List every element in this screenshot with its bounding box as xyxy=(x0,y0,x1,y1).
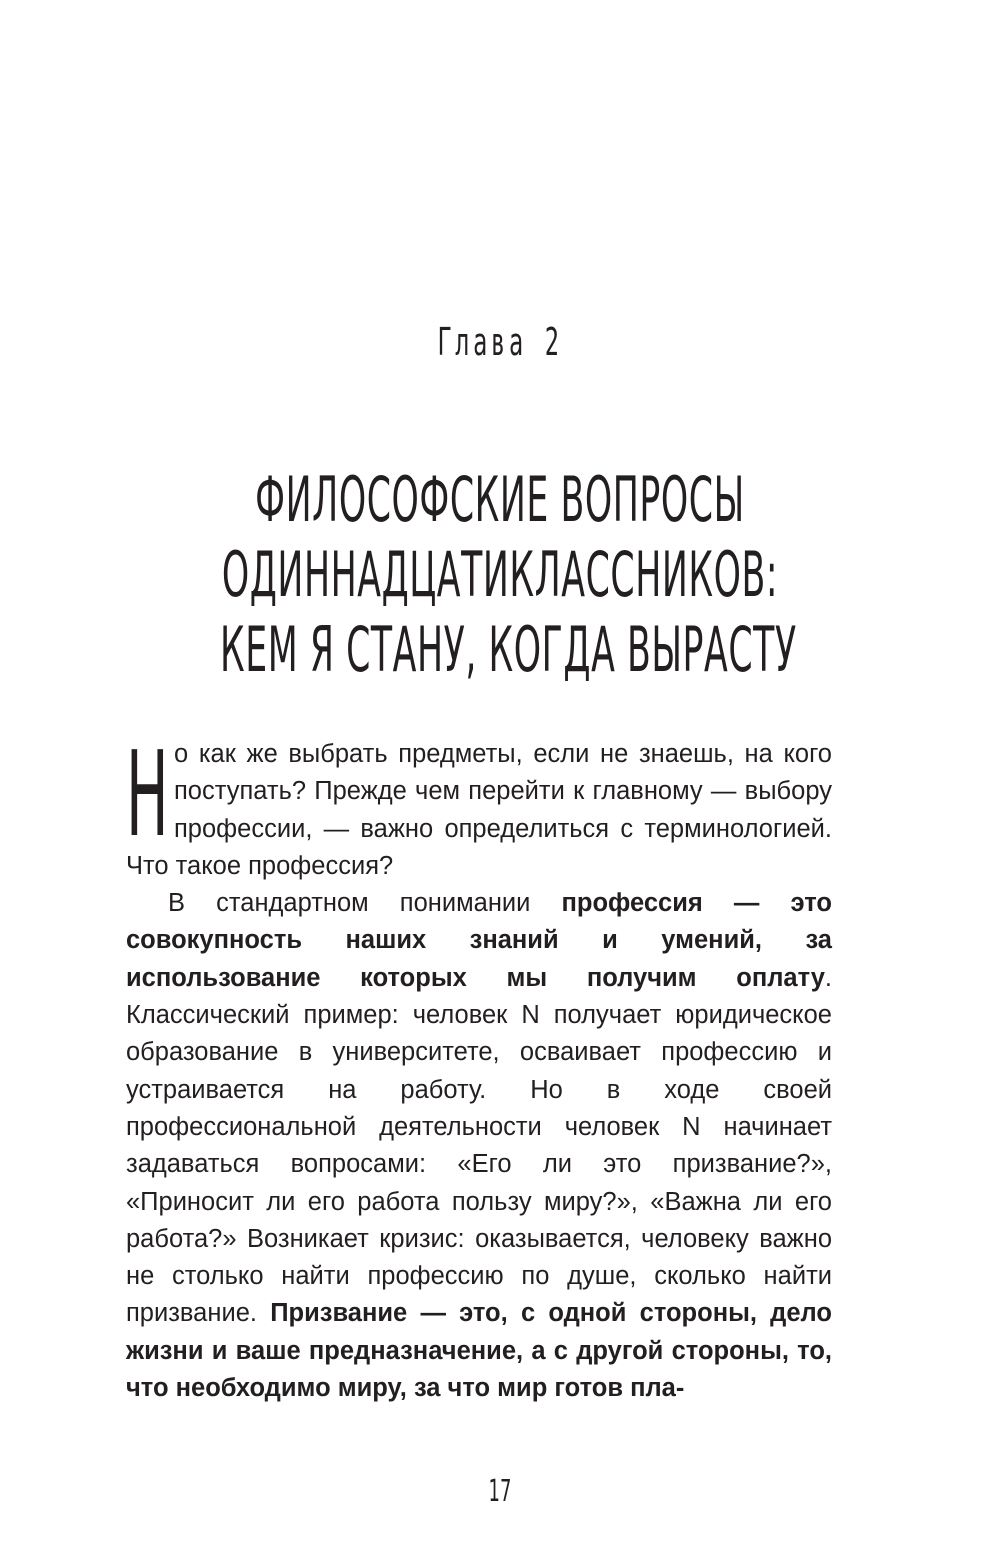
chapter-title xyxy=(220,462,797,687)
drop-cap: Н xyxy=(126,725,169,863)
chapter-title-line-2: ОДИННАДЦАТИКЛАССНИКОВ: xyxy=(221,537,779,611)
calling-definition: Призвание — это, с одной стороны, дело жизни и ваше предназначение, а с другой стороны, то, что необходимо миру, за что мир готов пла- xyxy=(126,1299,832,1403)
chapter-title-line-3: КЕМ Я СТАНУ, КОГДА ВЫРАСТУ xyxy=(220,612,797,686)
paragraph-2-text-2: . Классический пример: человек N получает юридическое образование в университете, осваивает профессию и устраивается на работу. Но в ходе своей профессиональной деятельности человек N начинает задаваться вопросами: «Его ли это призвание?», «Приносит ли его работа пользу миру?», «Важна ли его работа?» Возникает кризис: оказывается, человеку важно не столько найти профессию по душе, сколько найти призвание. xyxy=(126,963,832,1328)
page-number: 17 xyxy=(488,1474,512,1509)
body-text xyxy=(126,725,832,1407)
paragraph-2 xyxy=(126,885,832,1407)
paragraph-1 xyxy=(126,725,832,885)
chapter-label: Глава 2 xyxy=(437,320,563,364)
paragraph-1-text: о как же выбрать предметы, если не знаешь, на кого поступать? Прежде чем перейти к главному — выбору профессии, — важно определиться с терминологией. Что такое профессия? xyxy=(126,740,832,880)
chapter-title-line-1: ФИЛОСОФСКИЕ ВОПРОСЫ xyxy=(255,462,745,536)
profession-definition: профессия — это совокупность наших знаний и умений, за использование которых мы получим оплату xyxy=(126,889,832,992)
paragraph-2-text-1: В стандартном понимании xyxy=(168,889,562,918)
